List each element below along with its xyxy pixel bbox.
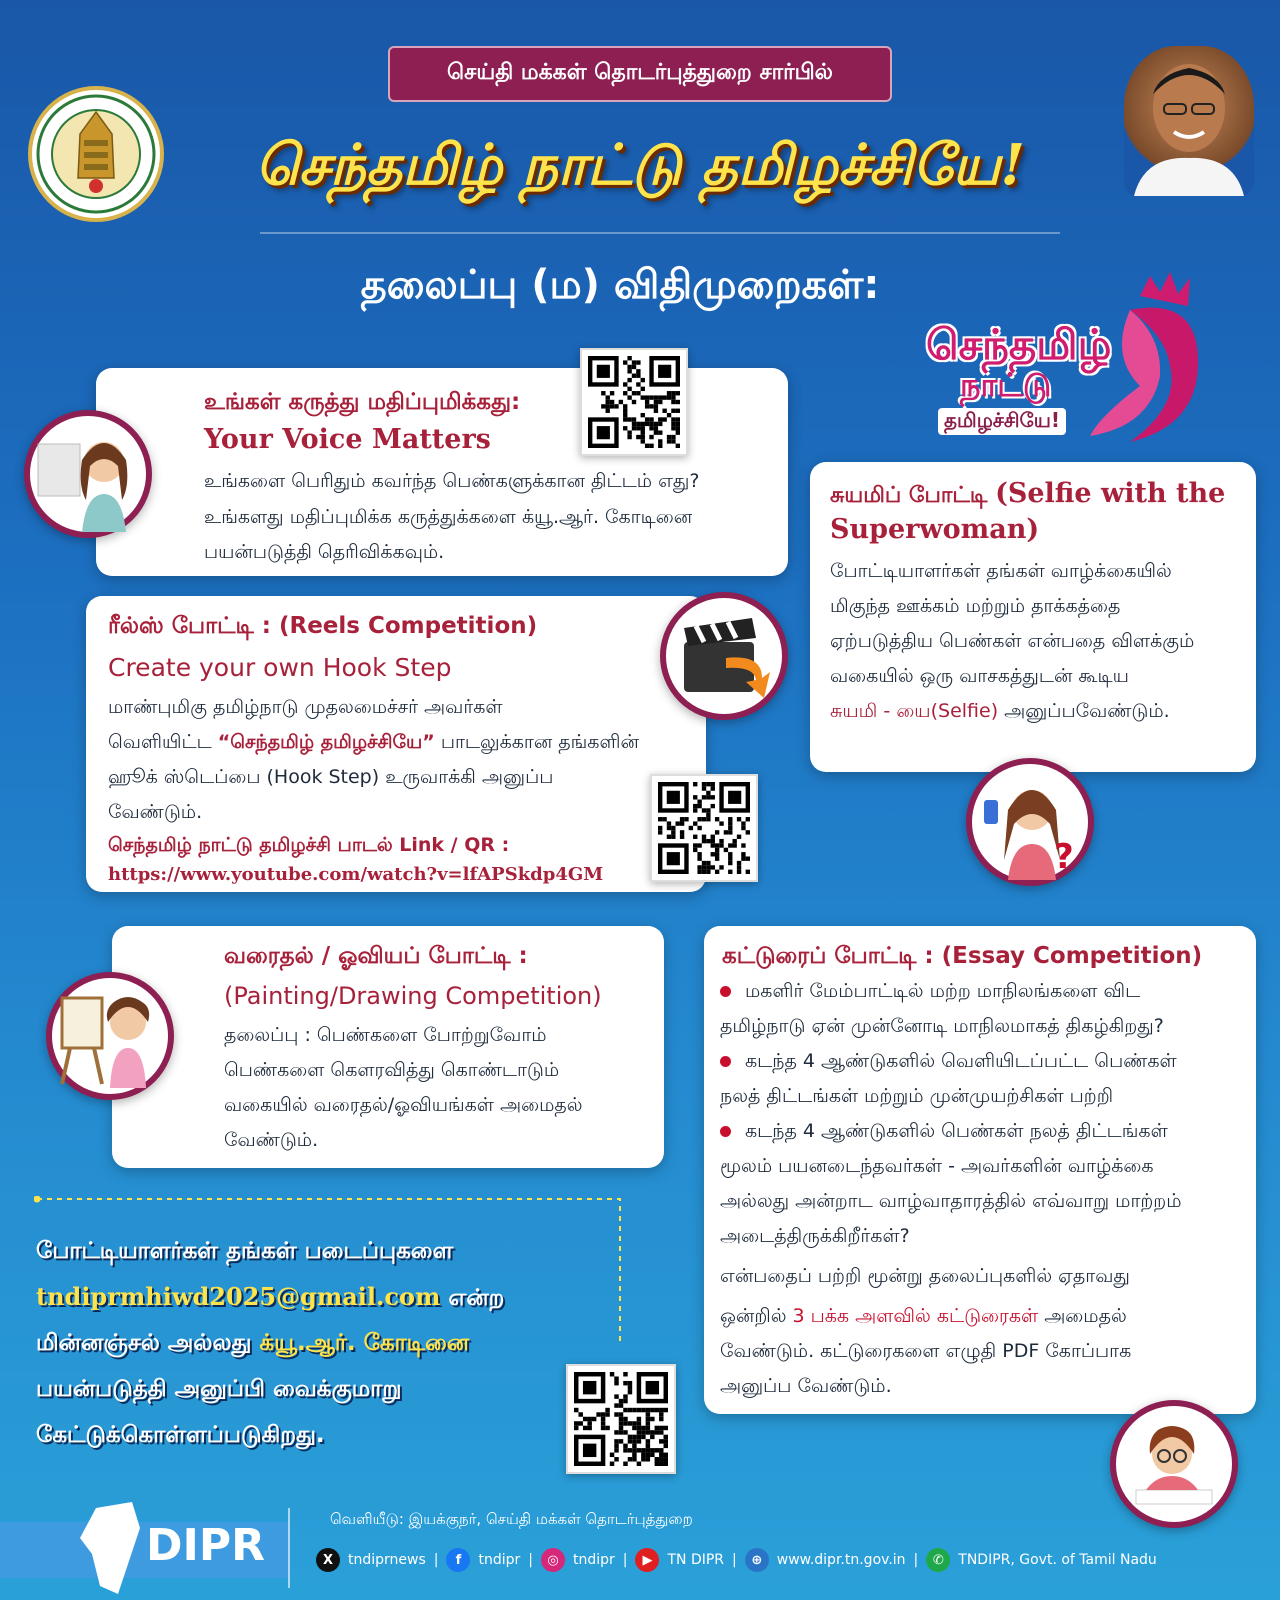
painting-line-3: வகையில் வரைதல்/ஓவியங்கள் அமைதல்	[224, 1094, 583, 1116]
painting-line-4: வேண்டும்.	[224, 1129, 319, 1151]
main-title: செந்தமிழ் நாட்டு தமிழச்சியே!	[255, 132, 1025, 198]
footer-publisher: வெளியீடு: இயக்குநர், செய்தி மக்கள் தொடர்புத்துறை	[330, 1510, 693, 1528]
rules-subtitle: தலைப்பு (ம) விதிமுறைகள்:	[360, 262, 880, 308]
selfie-line-1: போட்டியாளர்கள் தங்கள் வாழ்க்கையில்	[830, 560, 1172, 582]
essay-bullet-2-line-2: நலத் திட்டங்கள் மற்றும் முன்முயற்சிகள் பற்றி	[720, 1085, 1114, 1107]
selfie-heading-en: Superwoman)	[830, 514, 1040, 545]
campaign-logo: செந்தமிழ் நாட்டு தமிழச்சியே!	[920, 266, 1220, 446]
submit-line-5: கேட்டுக்கொள்ளப்படுகிறது.	[36, 1422, 325, 1448]
tn-emblem-icon	[28, 86, 164, 222]
voice-heading-en: Your Voice Matters	[204, 424, 491, 455]
selfie-badge	[966, 758, 1094, 886]
submit-line-4: பயன்படுத்தி அனுப்பி வைக்குமாறு	[36, 1376, 402, 1402]
voice-line-1: உங்களை பெரிதும் கவர்ந்த பெண்களுக்கான திட்டம் எது?	[204, 470, 700, 492]
reels-heading: ரீல்ஸ் போட்டி : (Reels Competition)	[108, 613, 538, 639]
x-handle[interactable]: tndiprnews	[348, 1552, 426, 1568]
woman-with-sign-icon	[30, 416, 146, 532]
voice-line-3: பயன்படுத்தி தெரிவிக்கவும்.	[204, 541, 445, 563]
website-link[interactable]: www.dipr.tn.gov.in	[776, 1552, 906, 1568]
instagram-handle[interactable]: tndipr	[572, 1552, 615, 1568]
essay-bullet-3-line-2: மூலம் பயனடைந்தவர்கள் - அவர்களின் வாழ்க்கை	[720, 1155, 1154, 1177]
selfie-line-4: வகையில் ஒரு வாசகத்துடன் கூடிய	[830, 665, 1129, 687]
header-ribbon: செய்தி மக்கள் தொடர்புத்துறை சார்பில்	[388, 46, 892, 102]
essay-close-line-4: அனுப்ப வேண்டும்.	[720, 1375, 892, 1397]
reels-qr-code[interactable]	[650, 774, 758, 882]
selfie-girl-icon	[972, 764, 1088, 880]
painting-heading-2: (Painting/Drawing Competition)	[224, 982, 602, 1010]
clapperboard-icon	[666, 598, 782, 714]
footer-brand: DIPR	[146, 1520, 266, 1571]
submit-line-2: tndiprmhiwd2025@gmail.com என்ற	[36, 1282, 505, 1311]
social-links: X tndiprnews | f tndipr | ◎ tndipr | ▶ TN DIPR | ⊕ www.dipr.tn.gov.in | ✆ TNDIPR, Govt. of Tamil Nadu	[316, 1548, 1157, 1572]
essay-bullet-3-line-1: கடந்த 4 ஆண்டுகளில் பெண்கள் நலத் திட்டங்கள்	[720, 1114, 1168, 1149]
chief-minister-portrait	[1124, 46, 1254, 196]
youtube-handle[interactable]: TN DIPR	[667, 1552, 725, 1568]
whatsapp-handle[interactable]: TNDIPR, Govt. of Tamil Nadu	[958, 1552, 1157, 1568]
reels-line-1: மாண்புமிகு தமிழ்நாடு முதலமைச்சர் அவர்கள்	[108, 696, 503, 718]
voice-badge	[24, 410, 152, 538]
essay-bullet-2-line-1: கடந்த 4 ஆண்டுகளில் வெளியிடப்பட்ட பெண்கள்	[720, 1044, 1177, 1079]
svg-text:?: ?	[1054, 837, 1074, 877]
essay-close-line-1: என்பதைப் பற்றி மூன்று தலைப்புகளில் ஏதாவது	[720, 1265, 1130, 1287]
x-icon[interactable]: X	[316, 1548, 340, 1572]
footer-divider	[288, 1508, 290, 1588]
submit-email-link[interactable]: tndiprmhiwd2025@gmail.com	[36, 1282, 441, 1311]
reels-line-2: வெளியிட்ட “செந்தமிழ் தமிழச்சியே” பாடலுக்கான தங்களின்	[108, 731, 639, 753]
bullet-icon	[720, 1056, 731, 1067]
essay-close-line-2: ஒன்றில் 3 பக்க அளவில் கட்டுரைகள் அமைதல்	[720, 1305, 1127, 1327]
reels-link-url[interactable]: https://www.youtube.com/watch?v=lfAPSkdp4GM	[108, 864, 604, 885]
bullet-icon	[720, 1126, 731, 1137]
essay-bullet-1-line-2: தமிழ்நாடு ஏன் முன்னோடி மாநிலமாகத் திகழ்கிறது?	[720, 1015, 1164, 1037]
essay-close-line-3: வேண்டும். கட்டுரைகளை எழுதி PDF கோப்பாக	[720, 1340, 1132, 1362]
globe-icon[interactable]: ⊕	[745, 1548, 769, 1572]
selfie-heading-ta: சுயமிப் போட்டி (Selfie with the	[830, 478, 1226, 509]
youtube-icon[interactable]: ▶	[635, 1548, 659, 1572]
submit-line-1: போட்டியாளர்கள் தங்கள் படைப்புகளை	[36, 1238, 454, 1264]
voice-qr-code[interactable]	[580, 348, 688, 456]
reels-line-3: ஹூக் ஸ்டெப்பை (Hook Step) உருவாக்கி அனுப்ப	[108, 766, 554, 788]
reels-subheading: Create your own Hook Step	[108, 653, 452, 682]
header-divider	[260, 232, 1060, 234]
essay-bullet-1-line-1: மகளிர் மேம்பாட்டில் மற்ற மாநிலங்களை விட	[720, 974, 1140, 1009]
bullet-icon	[720, 986, 731, 997]
essay-bullet-3-line-3: அல்லது அன்றாட வாழ்வாதாரத்தில் எவ்வாறு மாற்றம்	[720, 1190, 1182, 1212]
selfie-line-3: ஏற்படுத்திய பெண்கள் என்பதை விளக்கும்	[830, 630, 1195, 652]
facebook-icon[interactable]: f	[446, 1548, 470, 1572]
reels-link-label: செந்தமிழ் நாட்டு தமிழச்சி பாடல் Link / QR :	[108, 834, 510, 856]
painting-line-2: பெண்களை கௌரவித்து கொண்டாடும்	[224, 1059, 560, 1081]
selfie-line-2: மிகுந்த ஊக்கம் மற்றும் தாக்கத்தை	[830, 595, 1121, 617]
reels-line-4: வேண்டும்.	[108, 801, 203, 823]
reels-badge	[660, 592, 788, 720]
tamil-nadu-map-icon	[80, 1502, 140, 1594]
selfie-line-5: சுயமி - யை(Selfie) அனுப்பவேண்டும்.	[830, 700, 1170, 722]
voice-heading-ta: உங்கள் கருத்து மதிப்புமிக்கது:	[204, 389, 521, 415]
submit-line-3: மின்னஞ்சல் அல்லது க்யூ.ஆர். கோடினை	[36, 1330, 470, 1356]
essay-bullet-3-line-4: அடைத்திருக்கிறீர்கள்?	[720, 1225, 910, 1247]
instagram-icon[interactable]: ◎	[541, 1548, 565, 1572]
painting-heading-1: வரைதல் / ஓவியப் போட்டி :	[224, 943, 528, 969]
girl-painting-icon	[52, 978, 168, 1094]
painting-line-1: தலைப்பு : பெண்களை போற்றுவோம்	[224, 1024, 547, 1046]
voice-line-2: உங்களது மதிப்புமிக்க கருத்துக்களை க்யூ.ஆர். கோடினை	[204, 506, 693, 528]
whatsapp-icon[interactable]: ✆	[926, 1548, 950, 1572]
painting-badge	[46, 972, 174, 1100]
facebook-handle[interactable]: tndipr	[478, 1552, 521, 1568]
submit-qr-code[interactable]	[566, 1364, 676, 1474]
essay-heading: கட்டுரைப் போட்டி : (Essay Competition)	[722, 943, 1203, 969]
